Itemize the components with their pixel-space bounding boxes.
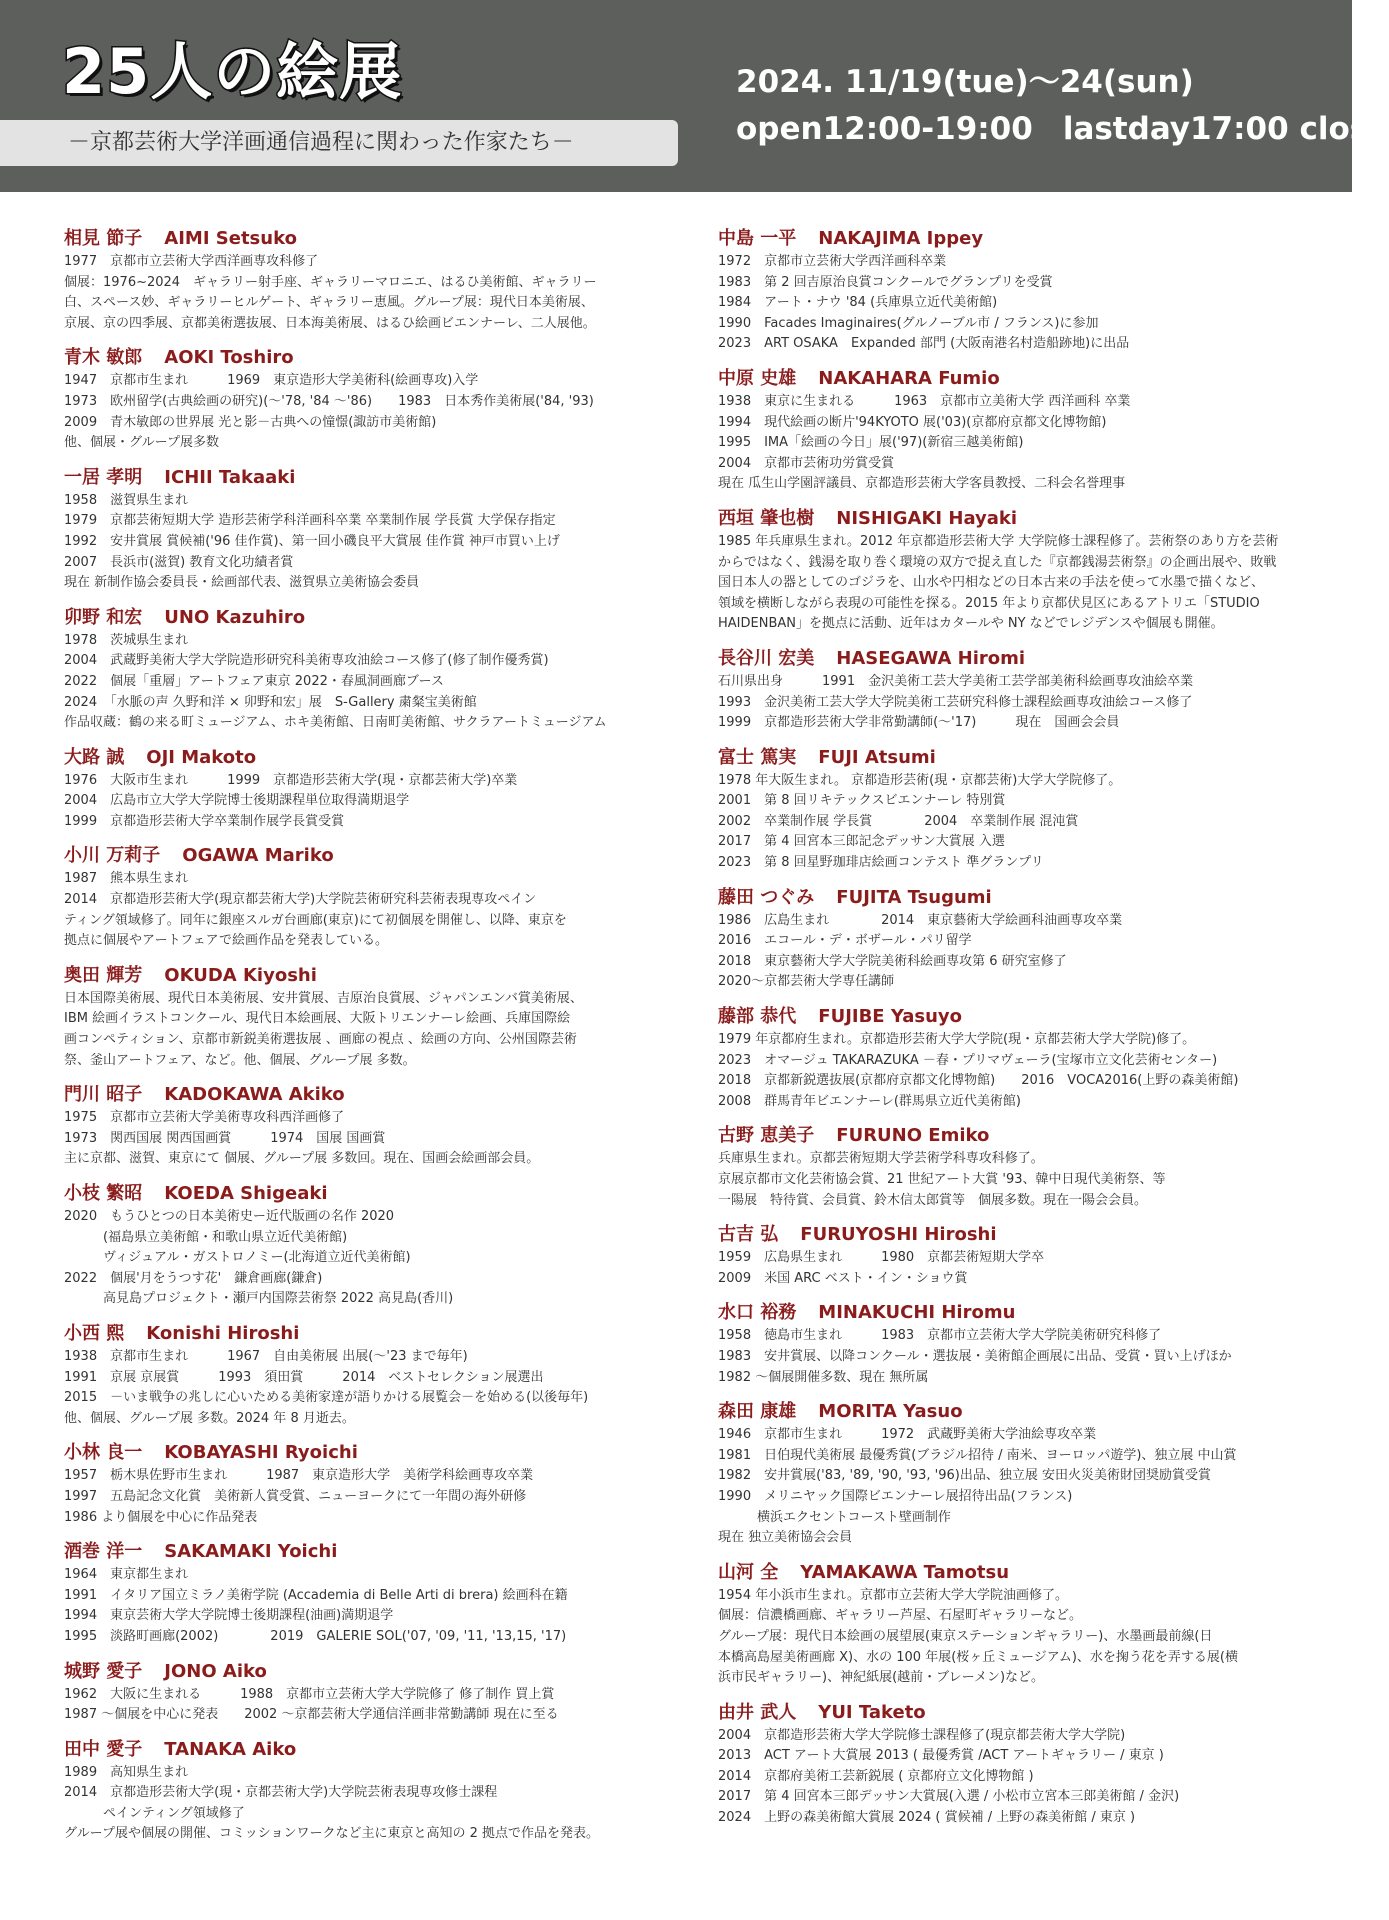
bio-line: 領域を横断しながら表現の可能性を探る。2015 年より京都伏見区にあるアトリエ「STUDIO [718, 595, 1260, 611]
bio-line: 1983 安井賞展、以降コンクール・選抜展・美術館企画展に出品、受賞・買い上げほか [718, 1348, 1232, 1364]
bio-line: 1993 金沢美術工芸大学大学院美術工芸研究科修士課程絵画専攻油絵コース修了 [718, 694, 1193, 710]
bio-line: 1991 イタリア国立ミラノ美術学院 (Accademia di Belle Arti di brera) 絵画科在籍 [64, 1587, 568, 1603]
bio-line: 1982 安井賞展('83, '89, '90, '93, '96)出品、独立展 安田火災美術財団奨励賞受賞 [718, 1468, 1211, 1484]
artist-name-en: AOKI Toshiro [164, 347, 294, 369]
bio-line: 本橋高島屋美術画廊 X)、水の 100 年展(桜ヶ丘ミュージアム)、水を掬う花を弄する展(横 [718, 1649, 1238, 1665]
artist-name-en: FUJI Atsumi [818, 746, 936, 768]
bio-line: 2009 青木敏郎の世界展 光と影－古典への憧憬(諏訪市美術館) [64, 414, 437, 430]
bio-line: 白、スペース妙、ギャラリーヒルゲート、ギャラリー恵風。グループ展：現代日本美術展、 [64, 295, 594, 311]
bio-line: 個展：信濃橋画廊、ギャラリー芦屋、石屋町ギャラリーなど。 [718, 1608, 1083, 1624]
bio-line: 現在 独立美術協会会員 [718, 1530, 853, 1546]
bio-line: 1962 大阪に生まれる 1988 京都市立芸術大学大学院修了 修了制作 買上賞 [64, 1686, 555, 1702]
bio-line: 2022 個展「重層」アートフェア東京 2022・春風洞画廊ブース [64, 673, 444, 689]
artist-entry [718, 1700, 1298, 1829]
bio-line: 2004 京都造形芸術大学大学院修士課程修了(現京都芸術大学大学院) [718, 1727, 1126, 1743]
bio-line: 国日本人の器としてのゴジラを、山水や円相などの日本古来の手法を使って水墨で描くなど、 [718, 575, 1265, 591]
artist-name-en: JONO Aiko [164, 1660, 267, 1682]
artist-name [64, 1181, 654, 1207]
bio-line: 2008 群馬青年ビエンナーレ(群馬県立近代美術館) [718, 1093, 1021, 1109]
bio-line: 京展京都市文化芸術協会賞、21 世紀アート大賞 '93、韓中日現代美術祭、等 [718, 1172, 1166, 1187]
bio-line: 1964 東京都生まれ [64, 1567, 189, 1583]
artist-name [718, 745, 1298, 771]
bio-line: 2023 第 8 回星野珈琲店絵画コンテスト 準グランプリ [718, 855, 1044, 871]
bio-line: 1958 徳島市生まれ 1983 京都市立芸術大学大学院美術研究科修了 [718, 1328, 1162, 1344]
bio-line: 1995 IMA「絵画の今日」展('97)(新宿三越美術館) [718, 435, 1024, 451]
bio-line: 横浜エクセントコースト壁画制作 [718, 1509, 951, 1525]
bio-line: 1986 より個展を中心に作品発表 [64, 1509, 258, 1525]
bio-line: 2017 第 4 回宮本三郎記念デッサン大賞展 入選 [718, 834, 1005, 850]
bio-line: 一陽展 特待賞、会員賞、鈴木信太郎賞等 個展多数。現在一陽会会員。 [718, 1192, 1148, 1208]
bio-line: ティング領域修了。同年に銀座スルガ台画廊(東京)にて初個展を開催し、以降、東京を [64, 912, 567, 928]
bio-line: 2004 京都市芸術功労賞受賞 [718, 455, 895, 471]
bio-line: 石川県出身 1991 金沢美術工芸大学美術工芸学部美術科絵画専攻油絵卒業 [718, 673, 1194, 689]
artist-name-jp: 小枝 繁昭 [64, 1183, 143, 1204]
bio-line: 2017 第 4 回宮本三郎デッサン大賞展(入選 / 小松市立宮本三郎美術館 / 金沢) [718, 1789, 1180, 1805]
artist-name-jp: 藤部 恭代 [718, 1006, 797, 1028]
artist-name [64, 745, 654, 771]
artist-name-en: OJI Makoto [146, 746, 257, 768]
artist-name-en: YAMAKAWA Tamotsu [800, 1561, 1010, 1583]
artist-entry [64, 1539, 654, 1647]
artist-name [718, 1123, 1298, 1149]
bio-line: 1978 年大阪生まれ。 京都造形芸術(現・京都芸術)大学大学院修了。 [718, 772, 1122, 788]
bio-line: 2024 上野の森美術館大賞展 2024 ( 賞候補 / 上野の森美術館 / 東京 ) [718, 1810, 1136, 1826]
artist-name [64, 1737, 654, 1763]
bio-line: 1975 京都市立芸術大学美術専攻科西洋画修了 [64, 1110, 345, 1126]
bio-line: 2024 「水脈の声 久野和洋 × 卯野和宏」展 S-Gallery 粛粲宝美術館 [64, 694, 477, 710]
artist-name-en: TANAKA Aiko [164, 1738, 297, 1760]
artist-name-en: KOBAYASHI Ryoichi [164, 1442, 358, 1464]
artist-entry [718, 366, 1298, 495]
bio-line: 1985 年兵庫県生まれ。2012 年京都造形芸術大学 大学院修士課程修了。芸術祭のあり方を芸術 [718, 533, 1279, 549]
artist-name [64, 1082, 654, 1108]
bio-line: 1995 淡路町画廊(2002) 2019 GALERIE SOL('07, '09, '11, '13,15, '17) [64, 1628, 567, 1644]
bio-line: 1977 京都市立芸術大学西洋画専攻科修了 [64, 254, 319, 269]
bio-line: 1959 広島県生まれ 1980 京都芸術短期大学卒 [718, 1250, 1045, 1266]
exhibition-title: 25人の絵展 [62, 35, 403, 108]
artist-name-jp: 奥田 輝芳 [64, 964, 143, 986]
bio-line: 1946 京都市生まれ 1972 武蔵野美術大学油絵専攻卒業 [718, 1427, 1097, 1443]
artist-name [64, 963, 654, 989]
artist-name-en: FURUNO Emiko [836, 1125, 990, 1147]
bio-line: HAIDENBAN」を拠点に活動、近年はカタールや NY などでレジデンスや個展も開催。 [718, 616, 1224, 632]
artist-name [718, 1560, 1298, 1586]
artist-name [718, 506, 1298, 532]
artist-name-jp: 小林 良一 [64, 1442, 143, 1464]
artist-name-en: ICHII Takaaki [164, 466, 296, 488]
artist-entry [64, 745, 654, 833]
artist-entry [64, 465, 654, 594]
bio-line: 1947 京都市生まれ 1969 東京造形大学美術科(絵画専攻)入学 [64, 373, 479, 389]
artist-name-jp: 中原 史雄 [718, 367, 797, 389]
bio-line: 1999 京都造形芸術大学卒業制作展学長賞受賞 [64, 813, 345, 829]
artist-name [64, 1659, 654, 1685]
bio-line: 2007 長浜市(滋賀) 教育文化功績者賞 [64, 554, 294, 570]
bio-line: 1986 広島生まれ 2014 東京藝術大学絵画科油画専攻卒業 [718, 912, 1123, 928]
bio-line: 2014 京都造形芸術大学(現・京都芸術大学)大学院芸術表現専攻修士課程 [64, 1785, 498, 1801]
bio-line: 2018 東京藝術大学大学院美術科絵画専攻第 6 研究室修了 [718, 953, 1067, 969]
artist-name-en: NAKAJIMA Ippey [818, 228, 984, 249]
bio-line: 祭、釜山アートフェア、など。他、個展、グループ展 多数。 [64, 1052, 416, 1068]
artist-name-en: NISHIGAKI Hayaki [836, 507, 1018, 529]
artist-entry [64, 226, 654, 334]
artist-name [718, 1700, 1298, 1726]
bio-line: 1954 年小浜市生まれ。京都市立芸術大学大学院油画修了。 [718, 1587, 1068, 1603]
artist-name-jp: 酒巻 洋一 [64, 1541, 143, 1563]
artist-name [718, 366, 1298, 392]
bio-line: 2009 米国 ARC ベスト・イン・ショウ賞 [718, 1270, 968, 1286]
artist-entry [64, 1659, 654, 1726]
artist-name [718, 226, 1298, 252]
bio-line: 2004 広島市立大学大学院博士後期課程単位取得満期退学 [64, 793, 410, 809]
artist-name-jp: 古吉 弘 [718, 1224, 779, 1246]
bio-line: 1973 欧州留学(古典絵画の研究)(～'78, '84 ～'86) 1983 日本秀作美術展('84, '93) [64, 393, 594, 409]
bio-line: 浜市民ギャラリー)、神紀紙展(越前・ブレーメン)など。 [718, 1670, 1045, 1686]
artist-name [64, 1321, 654, 1347]
bio-line: からではなく、銭湯を取り巻く環境の双方で捉え直した『京都銭湯芸術祭』の企画出展や、敗戦 [718, 554, 1277, 570]
bio-line: 1978 茨城県生まれ [64, 632, 189, 648]
artist-entry [64, 1181, 654, 1310]
artist-entry [64, 1440, 654, 1528]
bio-line: 1987 ～個展を中心に発表 2002 ～京都芸術大学通信洋画非常勤講師 現在に至る [64, 1707, 559, 1723]
bio-line: 2018 京都新鋭選抜展(京都府京都文化博物館) 2016 VOCA2016(上野の森美術館) [718, 1073, 1239, 1089]
bio-line: 1991 京展 京展賞 1993 須田賞 2014 ベストセレクション展選出 [64, 1369, 544, 1385]
artist-name-jp: 森田 康雄 [718, 1401, 797, 1423]
artist-name-en: OKUDA Kiyoshi [164, 964, 317, 986]
artist-name-jp: 青木 敏郎 [64, 347, 143, 369]
bio-line: 1992 安井賞展 賞候補('96 佳作賞)、第一回小磯良平大賞展 佳作賞 神戸市買い上げ [64, 533, 560, 549]
artist-name-en: KADOKAWA Akiko [164, 1084, 345, 1106]
artist-name [64, 226, 654, 252]
artist-name-en: UNO Kazuhiro [164, 606, 306, 628]
bio-line: 1990 Facades Imaginaires(グルノーブル市 / フランス)に参加 [718, 315, 1099, 331]
bio-line: 高見島プロジェクト・瀬戸内国際芸術祭 2022 高見島(香川) [64, 1291, 454, 1307]
bio-line: 2001 第 8 回リキテックスビエンナーレ 特別賞 [718, 793, 1006, 809]
bio-line: 1979 年京都府生まれ。京都造形芸術大学大学院(現・京都芸術大学大学院)修了。 [718, 1032, 1196, 1048]
artist-name-jp: 山河 全 [718, 1561, 779, 1583]
bio-line: IBM 絵画イラストコンクール、現代日本絵画展、大阪トリエンナーレ絵画、兵庫国際絵 [64, 1011, 571, 1027]
bio-line: 1938 京都市生まれ 1967 自由美術展 出展(～'23 まで毎年) [64, 1348, 468, 1364]
bio-line: ヴィジュアル・ガストロノミー(北海道立近代美術館) [64, 1250, 411, 1266]
artist-entry [718, 885, 1298, 993]
artist-name [718, 885, 1298, 911]
bio-line: 2014 京都府美術工芸新鋭展 ( 京都府立文化博物館 ) [718, 1768, 1034, 1784]
bio-line: 1983 第 2 回吉原治良賞コンクールでグランプリを受賞 [718, 274, 1053, 290]
artist-name-jp: 水口 裕務 [718, 1302, 797, 1324]
artist-name-jp: 古野 恵美子 [718, 1125, 815, 1147]
artist-name-en: SAKAMAKI Yoichi [164, 1541, 338, 1563]
artist-entry [718, 1560, 1298, 1689]
bio-line: 1984 アート・ナウ '84 (兵庫県立近代美術館) [718, 295, 998, 311]
artist-name-jp: 中島 一平 [718, 228, 797, 249]
artist-name [718, 1004, 1298, 1030]
artist-name-jp: 大路 誠 [64, 746, 125, 768]
bio-line: 1958 滋賀県生まれ [64, 492, 189, 508]
artist-name-en: KOEDA Shigeaki [164, 1183, 328, 1204]
bio-line: 2015 －いま戦争の兆しに心いためる美術家達が語りかける展覧会－を始める(以後毎年) [64, 1390, 589, 1406]
artist-name-jp: 西垣 肇也樹 [718, 507, 815, 529]
bio-line: ペインティング領域修了 [64, 1805, 245, 1821]
exhibition-subtitle: －京都芸術大学洋画通信過程に関わった作家たち－ [68, 130, 574, 155]
artist-entry [64, 1082, 654, 1170]
artist-entry [64, 1737, 654, 1845]
artist-entry [718, 1399, 1298, 1549]
bio-line: 日本国際美術展、現代日本美術展、安井賞展、吉原治良賞展、ジャパンエンバ賞美術展、 [64, 990, 583, 1006]
bio-line: 2023 オマージュ TAKARAZUKA －春・プリマヴェーラ(宝塚市立文化芸術センター) [718, 1052, 1218, 1068]
exhibition-hours [736, 108, 1389, 150]
artist-name [64, 843, 654, 869]
artist-entry [718, 646, 1298, 734]
artist-entry [64, 1321, 654, 1429]
artist-name-jp: 長谷川 宏美 [718, 647, 815, 669]
bio-line: 1987 熊本県生まれ [64, 871, 189, 887]
bio-line: 拠点に個展やアートフェアで絵画作品を発表している。 [64, 933, 388, 949]
artist-name [64, 1440, 654, 1466]
bio-line: 1994 東京芸術大学大学院博士後期課程(油画)満期退学 [64, 1608, 394, 1624]
artist-list-left [64, 226, 654, 1856]
header-banner [0, 0, 1389, 192]
artist-name-jp: 相見 節子 [64, 228, 143, 249]
artist-entry [718, 1300, 1298, 1388]
artist-name-jp: 門川 昭子 [64, 1084, 143, 1106]
bio-line: 1990 メリニヤック国際ビエンナーレ展招待出品(フランス) [718, 1488, 1073, 1504]
bio-line: 兵庫県生まれ。京都芸術短期大学芸術学科専攻科修了。 [718, 1151, 1044, 1167]
bio-line: 1972 京都市立芸術大学西洋画科卒業 [718, 254, 947, 269]
exhibition-dates: 2024. 11/19(tue)～24(sun) [736, 64, 1194, 100]
bio-line: グループ展や個展の開催、コミッションワークなど主に東京と高知の 2 拠点で作品を発表。 [64, 1826, 599, 1842]
artist-name [718, 646, 1298, 672]
artist-entry [64, 345, 654, 453]
bio-line: 2013 ACT アート大賞展 2013 ( 最優秀賞 /ACT アートギャラリー / 東京 ) [718, 1748, 1164, 1764]
artist-name [64, 1539, 654, 1565]
artist-name [64, 605, 654, 631]
artist-entry [718, 506, 1298, 635]
artist-name [718, 1222, 1298, 1248]
artist-entry [718, 1123, 1298, 1211]
bio-line: 1938 東京に生まれる 1963 京都市立美術大学 西洋画科 卒業 [718, 393, 1131, 409]
artist-name-jp: 由井 武人 [718, 1701, 797, 1723]
bio-line: 主に京都、滋賀、東京にて 個展、グループ展 多数回。現在、国画会絵画部会員。 [64, 1151, 540, 1167]
bio-line: 画コンペティション、京都市新鋭美術選抜展 、画廊の視点 、絵画の方向、公州国際芸術 [64, 1032, 577, 1048]
bio-line: 1976 大阪市生まれ 1999 京都造形芸術大学(現・京都芸術大学)卒業 [64, 772, 518, 788]
bio-line: 作品収蔵：鶴の来る町ミュージアム、ホキ美術館、日南町美術館、サクラアートミュージアム [64, 715, 607, 731]
artist-entry [718, 1004, 1298, 1112]
bio-line: 1989 高知県生まれ [64, 1764, 189, 1780]
last-day-hours: lastday17:00 close [1062, 111, 1389, 147]
artist-list-right [718, 226, 1298, 1840]
artist-name-en: AIMI Setsuko [164, 228, 297, 249]
artist-name-jp: 田中 愛子 [64, 1738, 143, 1760]
bio-line: 1997 五島記念文化賞 美術新人賞受賞、ニューヨークにて一年間の海外研修 [64, 1488, 527, 1504]
artist-name [718, 1300, 1298, 1326]
artist-name [64, 465, 654, 491]
opening-hours: open12:00-19:00 [736, 111, 1033, 147]
bio-line: 他、個展・グループ展多数 [64, 435, 219, 451]
artist-entry [64, 843, 654, 951]
artist-name-jp: 城野 愛子 [64, 1660, 143, 1682]
artist-name-en: FUJITA Tsugumi [836, 886, 992, 908]
bio-line: 2004 武蔵野美術大学大学院造形研究科美術専攻油絵コース修了(修了制作優秀賞) [64, 653, 549, 669]
bio-line: 2023 ART OSAKA Expanded 部門 (大阪南港名村造船跡地)に出品 [718, 336, 1130, 352]
artist-name-jp: 富士 篤実 [718, 746, 797, 768]
bio-line: 2020～京都芸術大学専任講師 [718, 974, 895, 990]
artist-name [718, 1399, 1298, 1425]
bio-line: 1994 現代絵画の断片'94KYOTO 展('03)(京都府京都文化博物館) [718, 414, 1107, 430]
artist-entry [64, 605, 654, 734]
artist-entry [718, 1222, 1298, 1289]
artist-name-en: MINAKUCHI Hiromu [818, 1302, 1016, 1324]
bio-line: 現在 瓜生山学園評議員、京都造形芸術大学客員教授、二科会名誉理事 [718, 476, 1126, 492]
bio-line: 1957 栃木県佐野市生まれ 1987 東京造形大学 美術学科絵画専攻卒業 [64, 1468, 534, 1484]
artist-entry [718, 745, 1298, 874]
artist-name-en: HASEGAWA Hiromi [836, 647, 1026, 669]
subtitle-box [0, 120, 678, 166]
bio-line: 現在 新制作協会委員長・絵画部代表、滋賀県立美術協会委員 [64, 575, 420, 591]
bio-line: 1981 日伯現代美術展 最優秀賞(ブラジル招待 / 南米、ヨーロッパ遊学)、独立展 中山賞 [718, 1447, 1237, 1463]
bio-line: 2014 京都造形芸術大学(現京都芸術大学)大学院芸術研究科芸術表現専攻ペイン [64, 892, 537, 908]
bio-line: 京展、京の四季展、京都美術選抜展、日本海美術展、はるひ絵画ビエンナーレ、二人展他。 [64, 315, 596, 331]
artist-name-jp: 卯野 和宏 [64, 606, 143, 628]
bio-line: 1999 京都造形芸術大学非常勤講師(～'17) 現在 国画会会員 [718, 715, 1120, 731]
bio-line: 個展：1976~2024 ギャラリー射手座、ギャラリーマロニエ、はるひ美術館、ギャラリー [64, 274, 597, 290]
artist-name-jp: 小川 万莉子 [64, 845, 161, 867]
artist-name-en: MORITA Yasuo [818, 1401, 963, 1423]
artist-name-jp: 小西 熙 [64, 1322, 125, 1344]
artist-name-en: FURUYOSHI Hiroshi [800, 1224, 997, 1246]
artist-entry [718, 226, 1298, 355]
artist-name-en: FUJIBE Yasuyo [818, 1006, 963, 1028]
bio-line: 1979 京都芸術短期大学 造形芸術学科洋画科卒業 卒業制作展 学長賞 大学保存指定 [64, 513, 556, 529]
bio-line: 2002 卒業制作展 学長賞 2004 卒業制作展 混沌賞 [718, 813, 1079, 829]
artist-name-jp: 一居 孝明 [64, 466, 143, 488]
artist-name-en: NAKAHARA Fumio [818, 367, 1000, 389]
bio-line: 1982 ～個展開催多数、現在 無所属 [718, 1369, 929, 1385]
artist-name-jp: 藤田 つぐみ [718, 886, 815, 908]
bio-line: (福島県立美術館・和歌山県立近代美術館) [64, 1229, 348, 1245]
artist-name-en: OGAWA Mariko [182, 845, 334, 867]
bio-line: グループ展：現代日本絵画の展望展(東京ステーションギャラリー)、水墨画最前線(日 [718, 1628, 1213, 1644]
bio-line: 2022 個展'月をうつす花' 鎌倉画廊(鎌倉) [64, 1270, 323, 1286]
bio-line: 他、個展、グループ展 多数。2024 年 8 月逝去。 [64, 1410, 355, 1426]
bio-line: 1973 関西国展 関西国画賞 1974 国展 国画賞 [64, 1130, 386, 1146]
bio-line: 2020 もうひとつの日本美術史ー近代版画の名作 2020 [64, 1209, 395, 1224]
bio-line: 2016 エコール・デ・ボザール・パリ留学 [718, 933, 972, 949]
artist-entry [64, 963, 654, 1071]
artist-name-en: YUI Taketo [818, 1701, 926, 1723]
artist-name-en: Konishi Hiroshi [146, 1322, 300, 1344]
artist-name [64, 345, 654, 371]
